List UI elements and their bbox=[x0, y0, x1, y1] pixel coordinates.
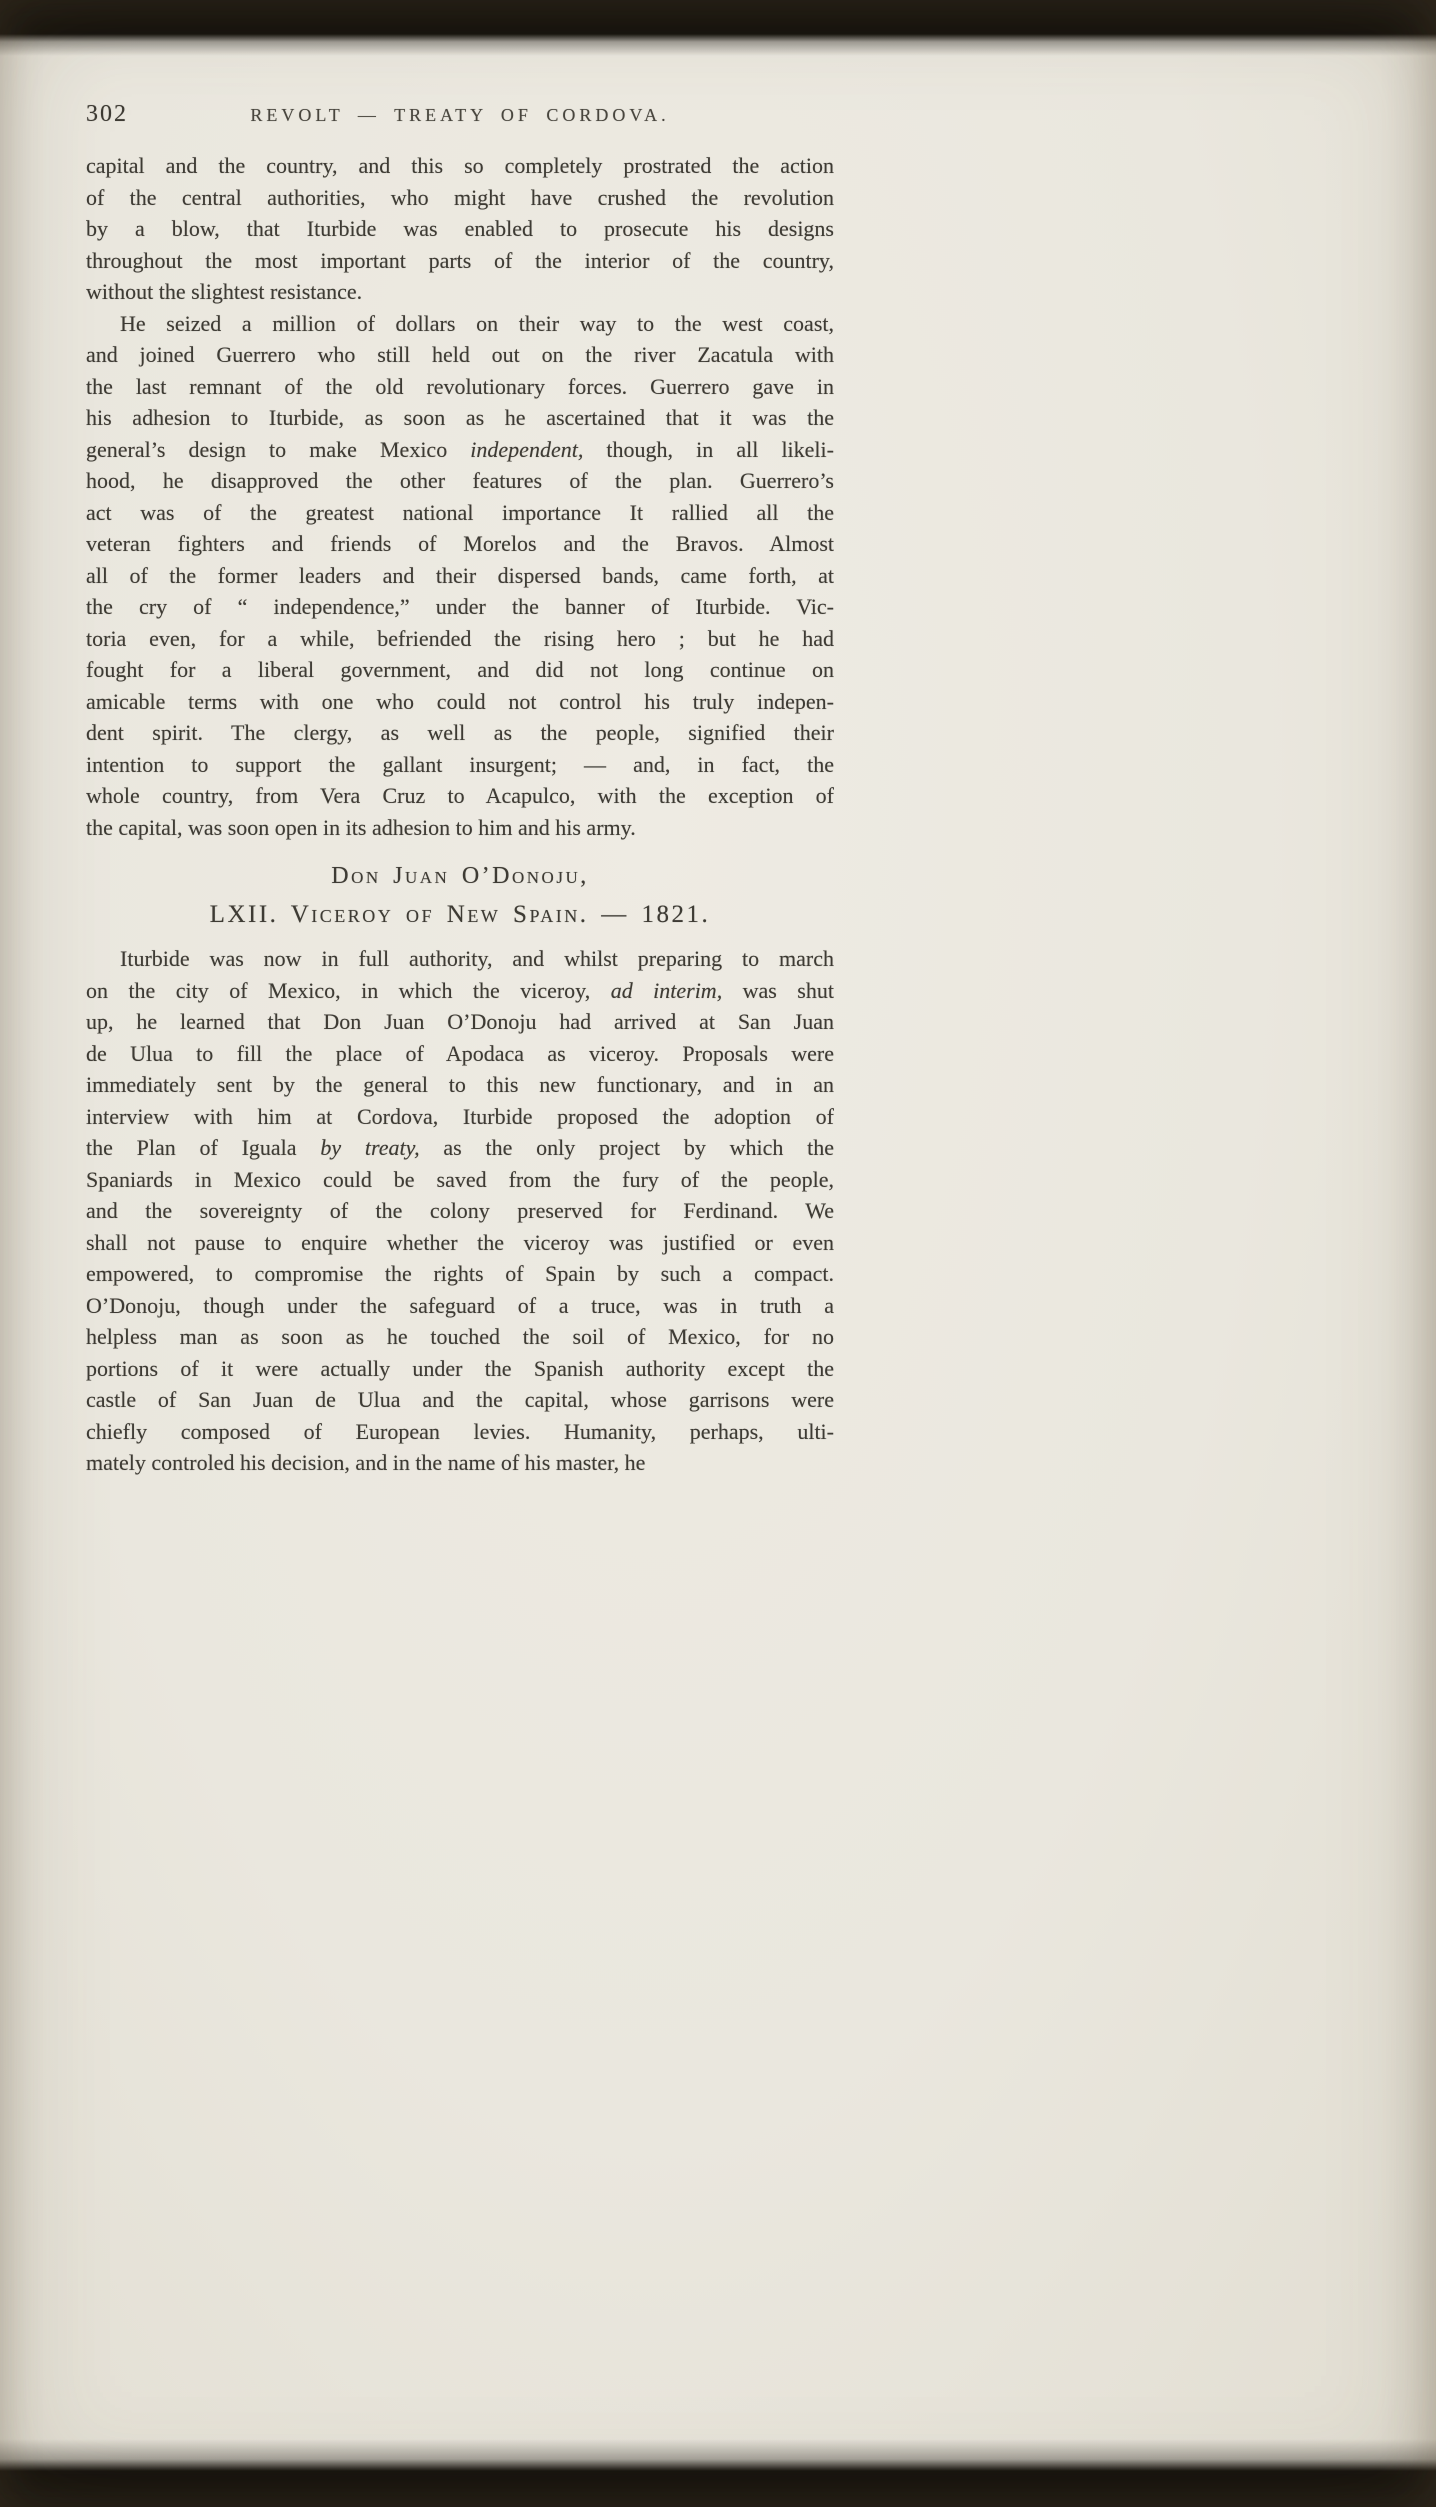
text-line bbox=[86, 654, 834, 686]
text-segment: LXII. Viceroy of New Spain. — 1821. bbox=[209, 901, 711, 928]
heading-line bbox=[86, 895, 834, 935]
text-line bbox=[86, 975, 834, 1007]
text-segment: O’Donoju, though under the safeguard of a truce, was in truth a bbox=[86, 1292, 834, 1318]
text-segment: fought for a liberal government, and did not long continue on bbox=[86, 657, 834, 682]
text-segment: Don Juan O’Donoju, bbox=[331, 863, 589, 889]
text-segment: hood, he disapproved the other features of the plan. Guerrero’s bbox=[86, 468, 834, 493]
scan-edge-bottom bbox=[0, 2439, 1436, 2507]
text-line bbox=[86, 1258, 834, 1290]
text-line bbox=[86, 1038, 834, 1070]
text-line bbox=[86, 780, 834, 812]
text-segment: by a blow, that Iturbide was enabled to prosecute his designs bbox=[86, 216, 834, 241]
text-segment: shall not pause to enquire whether the viceroy was justified or even bbox=[86, 1229, 834, 1255]
paragraph bbox=[86, 943, 834, 1479]
paragraph bbox=[86, 150, 834, 308]
text-line bbox=[86, 623, 834, 655]
text-segment: up, he learned that Don Juan O’Donoju had arrived at San Juan bbox=[86, 1009, 834, 1034]
text-line bbox=[86, 402, 834, 434]
text-segment: helpless man as soon as he touched the soil of Mexico, for no bbox=[86, 1324, 834, 1349]
text-line bbox=[86, 1290, 834, 1322]
text-segment: of the central authorities, who might have crushed the revolution bbox=[86, 184, 834, 210]
text-segment: act was of the greatest national importance It rallied all the bbox=[86, 499, 834, 525]
text-segment: was shut bbox=[722, 977, 834, 1003]
italic-text-segment: independent, bbox=[470, 436, 584, 462]
paragraph bbox=[86, 308, 834, 844]
text-segment: the cry of “ independence,” under the banner of Iturbide. Vic- bbox=[86, 594, 834, 619]
text-segment: on the city of Mexico, in which the viceroy, bbox=[86, 977, 611, 1003]
text-segment: toria even, for a while, befriended the rising hero ; but he had bbox=[86, 625, 834, 651]
text-line bbox=[86, 1195, 834, 1227]
text-line bbox=[86, 308, 834, 340]
text-segment: whole country, from Vera Cruz to Acapulco, with the exception of bbox=[86, 783, 834, 808]
text-segment: the last remnant of the old revolutionary forces. Guerrero gave in bbox=[86, 373, 834, 399]
text-segment: throughout the most important parts of the interior of the country, bbox=[86, 247, 834, 273]
text-line bbox=[86, 434, 834, 466]
text-line bbox=[86, 943, 834, 975]
text-line bbox=[86, 182, 834, 214]
italic-text-segment: ad interim, bbox=[610, 977, 723, 1003]
text-line bbox=[86, 1447, 834, 1479]
text-segment: general’s design to make Mexico bbox=[86, 436, 471, 462]
text-line bbox=[86, 1416, 834, 1448]
text-line bbox=[86, 465, 834, 497]
text-segment: without the slightest resistance. bbox=[86, 279, 363, 304]
text-segment: interview with him at Cordova, Iturbide proposed the adoption of bbox=[86, 1103, 834, 1129]
text-line bbox=[86, 213, 834, 245]
text-segment: all of the former leaders and their dispersed bands, came forth, at bbox=[86, 562, 834, 588]
text-segment: Iturbide was now in full authority, and whilst preparing to march bbox=[120, 946, 834, 971]
text-line bbox=[86, 812, 834, 844]
heading-line bbox=[86, 857, 834, 895]
text-line bbox=[86, 497, 834, 529]
text-line bbox=[86, 276, 834, 308]
section-heading bbox=[86, 857, 834, 935]
text-line bbox=[86, 1384, 834, 1416]
text-line bbox=[86, 749, 834, 781]
text-line bbox=[86, 245, 834, 277]
text-segment: the Plan of Iguala bbox=[86, 1135, 321, 1160]
text-segment: de Ulua to fill the place of Apodaca as viceroy. Proposals were bbox=[86, 1040, 834, 1066]
page-header bbox=[86, 96, 834, 132]
text-line bbox=[86, 150, 834, 182]
italic-text-segment: by treaty, bbox=[320, 1135, 420, 1160]
text-segment: portions of it were actually under the Spanish authority except the bbox=[86, 1355, 834, 1381]
text-segment: intention to support the gallant insurgent; — and, in fact, the bbox=[86, 751, 834, 777]
text-line bbox=[86, 339, 834, 371]
text-segment: He seized a million of dollars on their way to the west coast, bbox=[120, 310, 834, 336]
text-line bbox=[86, 717, 834, 749]
text-line bbox=[86, 1006, 834, 1038]
text-segment: mately controled his decision, and in the name of his master, he bbox=[86, 1450, 646, 1475]
text-segment: chiefly composed of European levies. Humanity, perhaps, ulti- bbox=[86, 1418, 834, 1444]
text-segment: amicable terms with one who could not control his truly indepen- bbox=[86, 688, 834, 714]
text-column bbox=[86, 150, 834, 1479]
text-line bbox=[86, 371, 834, 403]
text-line bbox=[86, 1321, 834, 1353]
text-line bbox=[86, 686, 834, 718]
text-segment: empowered, to compromise the rights of Spain by such a compact. bbox=[86, 1261, 834, 1286]
text-segment: his adhesion to Iturbide, as soon as he ascertained that it was the bbox=[86, 405, 834, 430]
text-segment: immediately sent by the general to this new functionary, and in an bbox=[86, 1072, 834, 1097]
text-line bbox=[86, 528, 834, 560]
text-line bbox=[86, 1353, 834, 1385]
text-line bbox=[86, 1069, 834, 1101]
text-line bbox=[86, 560, 834, 592]
text-segment: the capital, was soon open in its adhesion to him and his army. bbox=[86, 814, 636, 840]
text-segment: dent spirit. The clergy, as well as the people, signified their bbox=[86, 720, 834, 745]
text-segment: as the only project by which the bbox=[419, 1135, 834, 1160]
text-segment: castle of San Juan de Ulua and the capital, whose garrisons were bbox=[86, 1387, 834, 1412]
text-segment: and the sovereignty of the colony preserved for Ferdinand. We bbox=[86, 1198, 834, 1223]
text-segment: capital and the country, and this so completely prostrated the action bbox=[86, 153, 834, 178]
text-line bbox=[86, 1227, 834, 1259]
scan-edge-top bbox=[0, 0, 1436, 56]
text-line bbox=[86, 1101, 834, 1133]
text-line bbox=[86, 591, 834, 623]
running-head: REVOLT — TREATY OF CORDOVA. bbox=[250, 105, 670, 125]
page-number: 302 bbox=[86, 101, 128, 127]
text-segment: veteran fighters and friends of Morelos and the Bravos. Almost bbox=[86, 531, 834, 556]
text-line bbox=[86, 1164, 834, 1196]
text-line bbox=[86, 1132, 834, 1164]
text-segment: and joined Guerrero who still held out on the river Zacatula with bbox=[86, 342, 834, 367]
text-segment: though, in all likeli- bbox=[583, 436, 834, 462]
text-segment: Spaniards in Mexico could be saved from the fury of the people, bbox=[86, 1166, 834, 1192]
